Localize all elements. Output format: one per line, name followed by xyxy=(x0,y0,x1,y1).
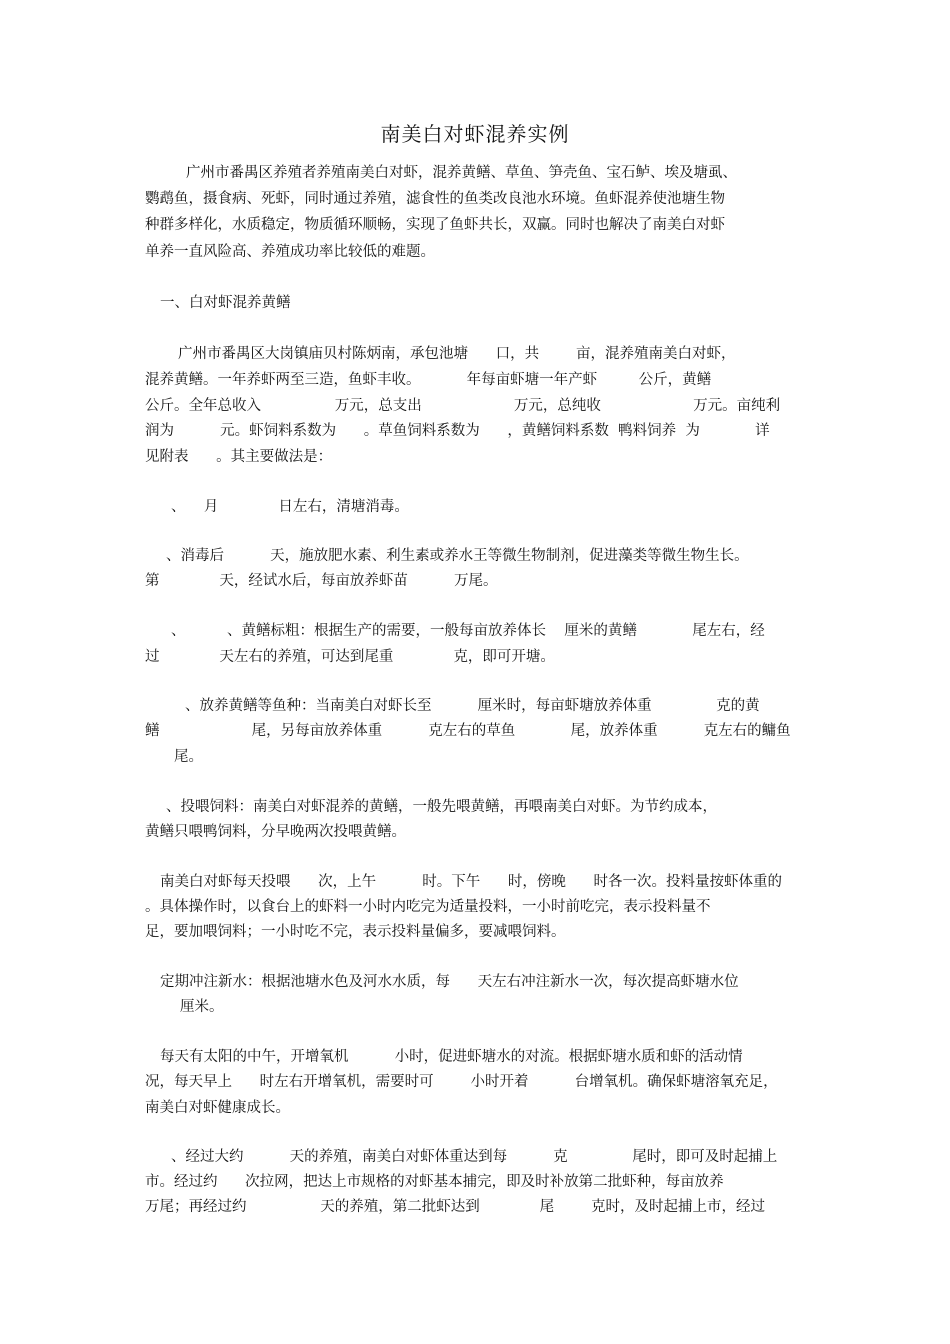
paragraph-line: 、消毒后 天，施放肥水素、利生素或养水王等微生物制剂，促进藻类等微生物生长。 xyxy=(166,548,749,564)
paragraph-line: 万尾；再经过约 天的养殖，第二批虾达到 尾 克时，及时起捕上市，经过 xyxy=(145,1199,766,1215)
paragraph-line: 混养黄鳝。一年养虾两至三造，鱼虾丰收。 年每亩虾塘一年产虾 公斤，黄鳝 xyxy=(145,372,712,388)
paragraph-line: 南美白对虾健康成长。 xyxy=(145,1100,290,1116)
paragraph-line: 尾。 xyxy=(174,749,203,765)
paragraph-line: 广州市番禺区大岗镇庙贝村陈炳南，承包池塘 口，共 亩，混养殖南美白对虾， xyxy=(178,346,736,362)
paragraph-line: 广州市番禺区养殖者养殖南美白对虾，混养黄鳝、草鱼、笋壳鱼、宝石鲈、埃及塘虱、 xyxy=(186,165,737,181)
paragraph-line: 、投喂饲料：南美白对虾混养的黄鳝，一般先喂黄鳝，再喂南美白对虾。为节约成本， xyxy=(166,799,717,815)
page-title: 南美白对虾混养实例 xyxy=(380,122,570,146)
paragraph-line: 润为 元。虾饲料系数为 。草鱼饲料系数为 ，黄鳝饲料系数 鸭料饲养 为 详 xyxy=(145,423,770,439)
paragraph-line: 定期冲注新水：根据池塘水色及河水水质，每 天左右冲注新水一次，每次提高虾塘水位 xyxy=(160,974,739,990)
paragraph-line: 、 月 日左右，清塘消毒。 xyxy=(171,499,409,515)
paragraph-line: 。具体操作时，以食台上的虾料一小时内吃完为适量投料，一小时前吃完，表示投料量不 xyxy=(145,899,711,915)
paragraph-line: 过 天左右的养殖，可达到尾重 克，即可开塘。 xyxy=(145,649,555,665)
paragraph-line: 每天有太阳的中午，开增氧机 小时，促进虾塘水的对流。根据虾塘水质和虾的活动情 xyxy=(160,1049,743,1065)
section-heading: 一、白对虾混养黄鳝 xyxy=(160,295,291,311)
paragraph-line: 、 、黄鳝标粗：根据生产的需要，一般每亩放养体长 厘米的黄鳝 尾左右，经 xyxy=(171,623,765,639)
paragraph-line: 第 天，经试水后，每亩放养虾苗 万尾。 xyxy=(145,573,498,589)
paragraph-line: 见附表 。其主要做法是： xyxy=(145,449,333,465)
paragraph-line: 种群多样化，水质稳定，物质循环顺畅，实现了鱼虾共长，双赢。同时也解决了南美白对虾 xyxy=(145,217,725,233)
paragraph-line: 南美白对虾每天投喂 次，上午 时。下午 时，傍晚 时各一次。投料量按虾体重的 xyxy=(160,874,783,890)
paragraph-line: 市。经过约 次拉网，把达上市规格的对虾基本捕完，即及时补放第二批虾种，每亩放养 xyxy=(145,1174,724,1190)
paragraph-line: 黄鳝只喂鸭饲料，分早晚两次投喂黄鳝。 xyxy=(145,824,406,840)
paragraph-line: 厘米。 xyxy=(180,999,224,1015)
paragraph-line: 况，每天早上 时左右开增氧机，需要时可 小时开着 台增氧机。确保虾塘溶氧充足， xyxy=(145,1074,778,1090)
paragraph-line: 单养一直风险高、养殖成功率比较低的难题。 xyxy=(145,244,435,260)
paragraph-line: 鳝 尾，另每亩放养体重 克左右的草鱼 尾，放养体重 克左右的鳙鱼 xyxy=(145,723,791,739)
paragraph-line: 鹦鹉鱼，摄食病、死虾，同时通过养殖，滤食性的鱼类改良池水环境。鱼虾混养使池塘生物 xyxy=(145,191,725,207)
paragraph-line: 、经过大约 天的养殖，南美白对虾体重达到每 克 尾时，即可及时起捕上 xyxy=(171,1149,778,1165)
paragraph-line: 足，要加喂饲料；一小时吃不完，表示投料量偏多，要减喂饲料。 xyxy=(145,924,566,940)
paragraph-line: 公斤。全年总收入 万元，总支出 万元，总纯收 万元。亩纯利 xyxy=(145,398,781,414)
paragraph-line: 、放养黄鳝等鱼种：当南美白对虾长至 厘米时，每亩虾塘放养体重 克的黄 xyxy=(185,698,760,714)
